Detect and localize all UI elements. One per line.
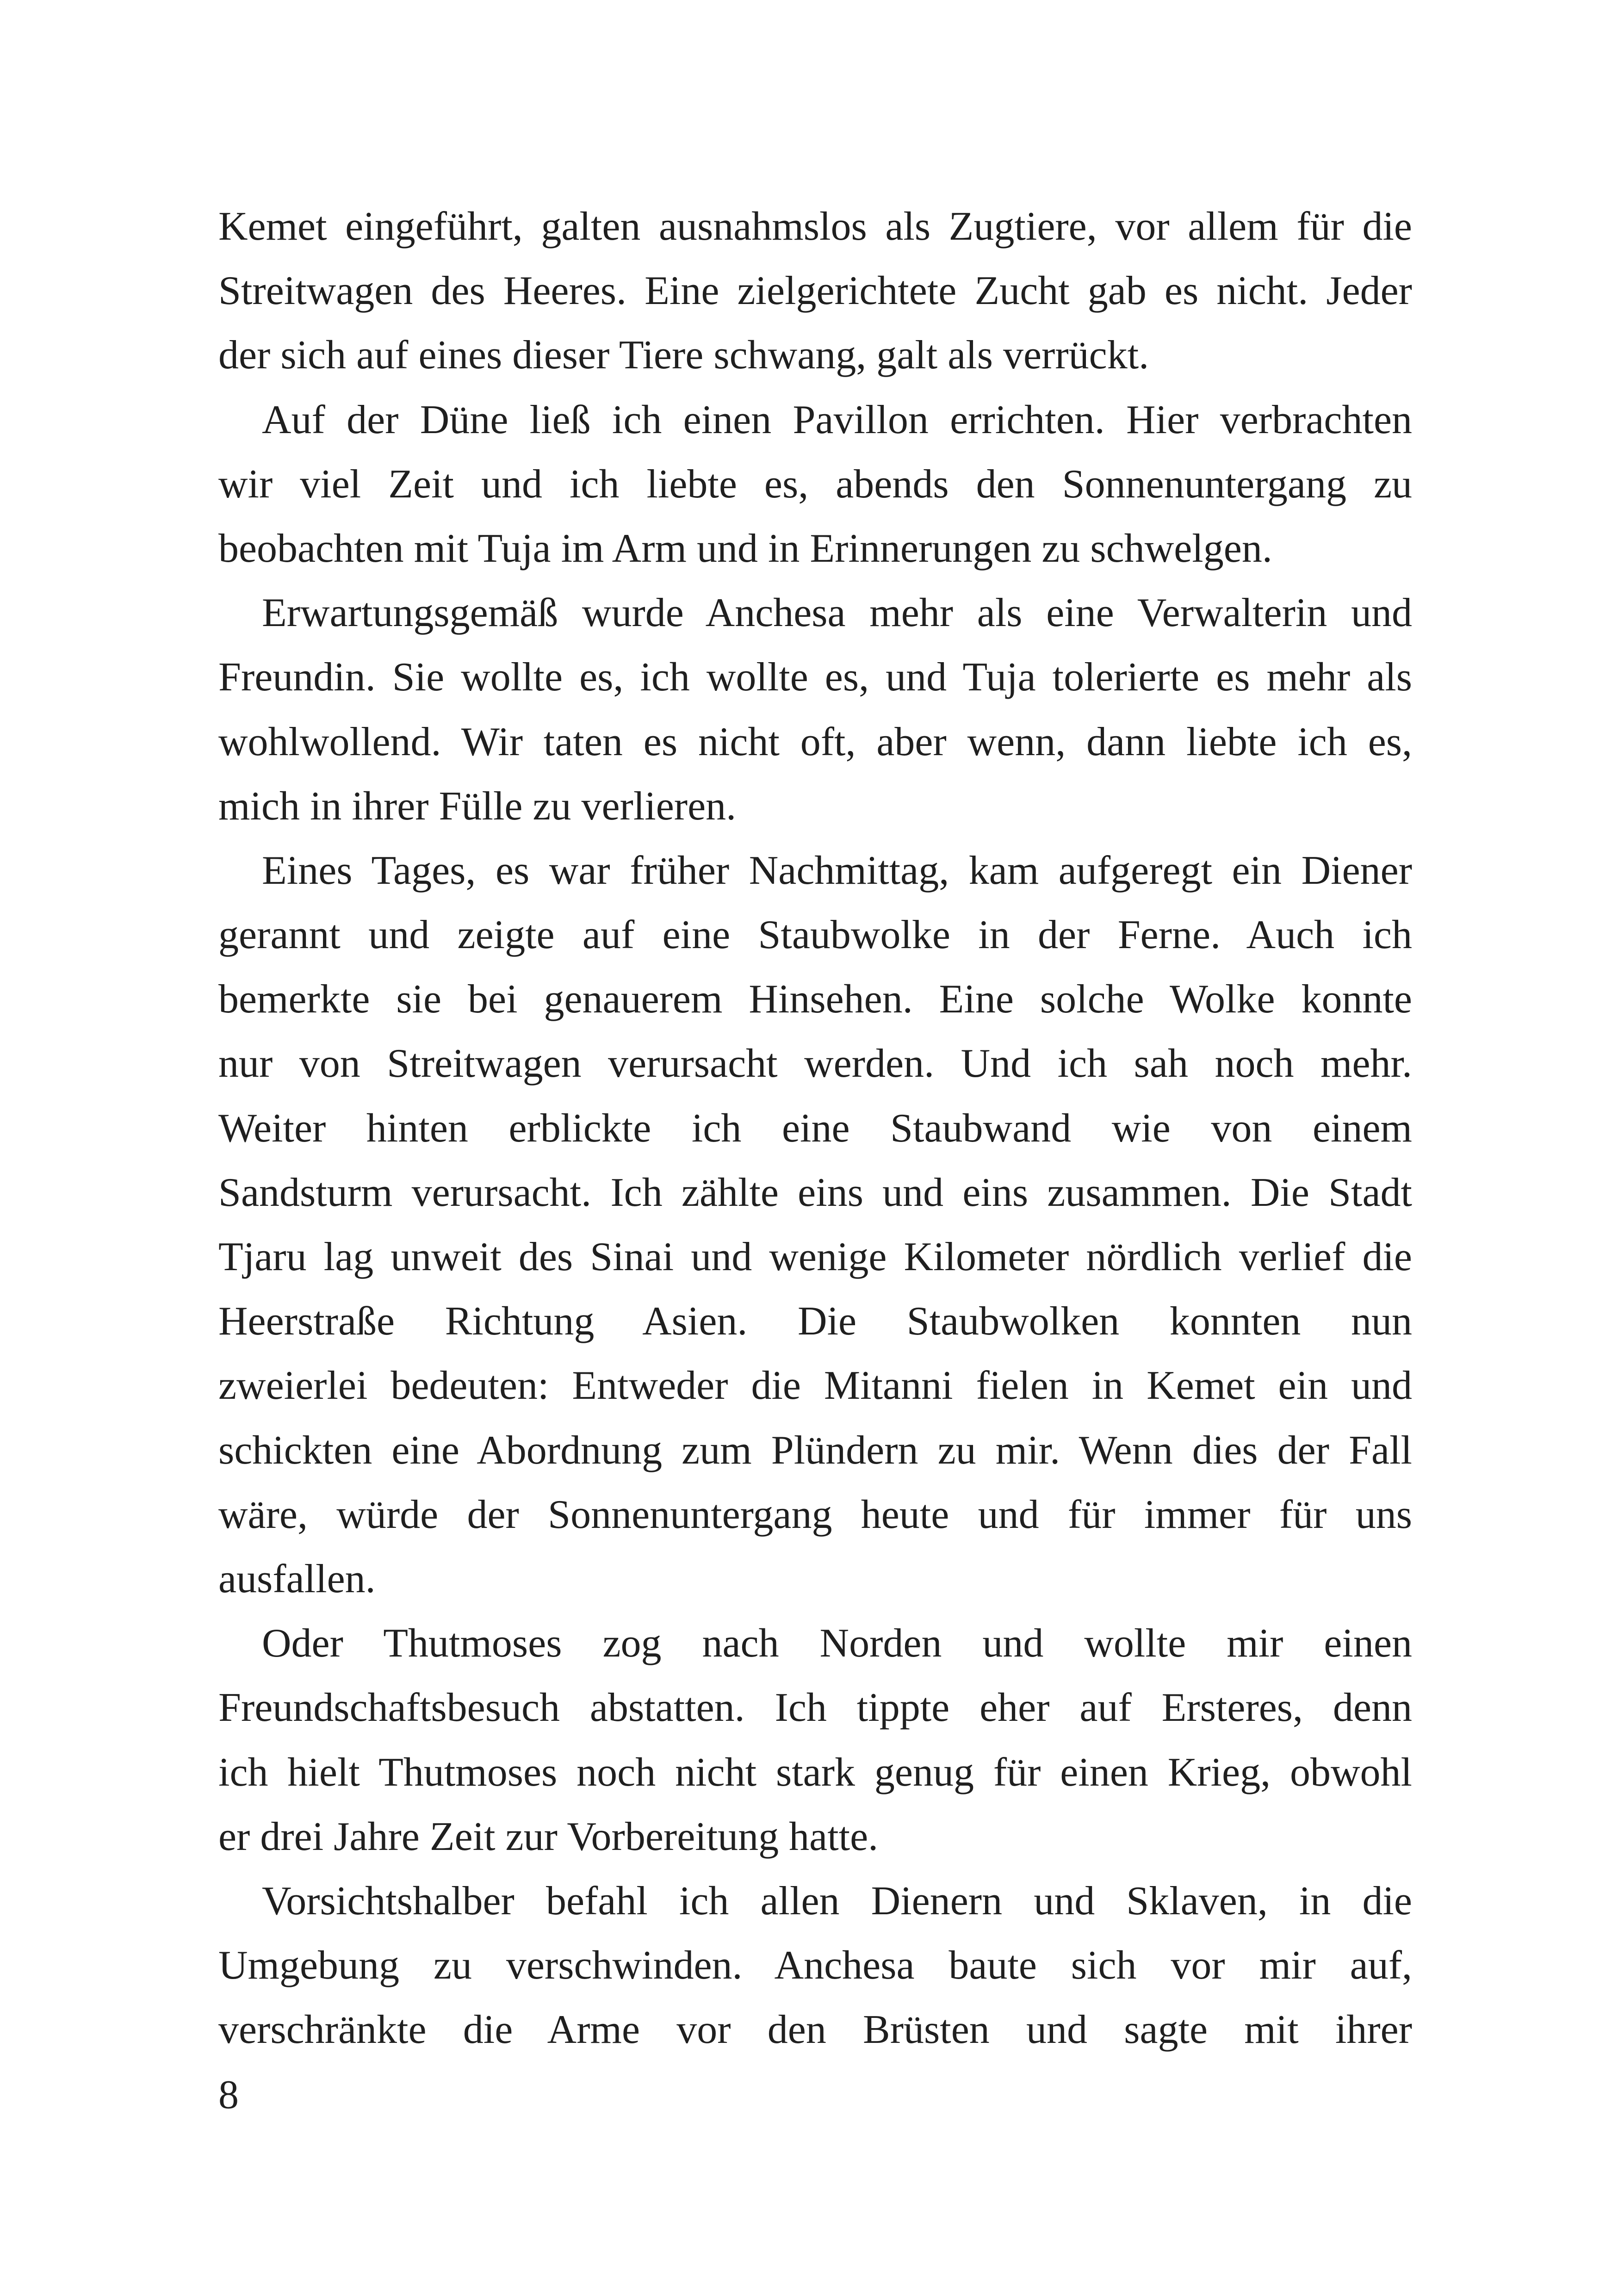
text-line: Tjaru lag unweit des Sinai und wenige Kilometer nördlich verlief die (218, 1235, 1412, 1279)
text-line: wir viel Zeit und ich liebte es, abends den Sonnenuntergang zu (218, 461, 1412, 507)
text-line: nur von Streitwagen verursacht werden. Und ich sah noch mehr. (218, 1041, 1412, 1086)
text-line: Freundschaftsbesuch abstatten. Ich tippte eher auf Ersteres, denn (218, 1685, 1412, 1731)
paragraph-first-line: Auf der Düne ließ ich einen Pavillon errichten. Hier verbrachten (262, 397, 1412, 442)
text-line: Umgebung zu verschwinden. Anchesa baute sich vor mir auf, (218, 1943, 1412, 1988)
text-line: Freundin. Sie wollte es, ich wollte es, und Tuja tolerierte es mehr als (218, 655, 1412, 700)
text-line: Heerstraße Richtung Asien. Die Staubwolken konnten nun (218, 1299, 1412, 1344)
paragraph-first-line: Eines Tages, es war früher Nachmittag, kam aufgeregt ein Diener (262, 848, 1412, 893)
text-line: bemerkte sie bei genauerem Hinsehen. Eine solche Wolke konnte (218, 977, 1412, 1022)
text-line: wohlwollend. Wir taten es nicht oft, aber wenn, dann liebte ich es, (218, 719, 1412, 764)
text-line: gerannt und zeigte auf eine Staubwolke in der Ferne. Auch ich (218, 912, 1412, 958)
page-number: 8 (218, 2073, 239, 2117)
text-line: der sich auf eines dieser Tiere schwang, galt als verrückt. (218, 333, 1149, 378)
text-line: Weiter hinten erblickte ich eine Staubwand wie von einem (218, 1105, 1412, 1151)
text-line: schickten eine Abordnung zum Plündern zu mir. Wenn dies der Fall (218, 1427, 1412, 1473)
text-line: wäre, würde der Sonnenuntergang heute und für immer für uns (218, 1492, 1412, 1537)
text-line: Sandsturm verursacht. Ich zählte eins und eins zusammen. Die Stadt (218, 1170, 1412, 1215)
text-line: beobachten mit Tuja im Arm und in Erinnerungen zu schwelgen. (218, 526, 1272, 571)
text-line: Streitwagen des Heeres. Eine zielgerichtete Zucht gab es nicht. Jeder (218, 268, 1412, 314)
text-line: zweierlei bedeuten: Entweder die Mitanni fielen in Kemet ein und (218, 1363, 1412, 1409)
text-line: ich hielt Thutmoses noch nicht stark genug für einen Krieg, obwohl (218, 1750, 1412, 1795)
text-line: ausfallen. (218, 1556, 376, 1601)
paragraph-first-line: Vorsichtshalber befahl ich allen Dienern und Sklaven, in die (262, 1878, 1412, 1924)
text-line: mich in ihrer Fülle zu verlieren. (218, 783, 737, 829)
text-line: er drei Jahre Zeit zur Vorbereitung hatte. (218, 1814, 879, 1859)
paragraph-first-line: Oder Thutmoses zog nach Norden und wollte mir einen (262, 1621, 1412, 1666)
paragraph-first-line: Erwartungsgemäß wurde Anchesa mehr als eine Verwalterin und (262, 590, 1412, 636)
text-line: verschränkte die Arme vor den Brüsten und sagte mit ihrer (218, 2007, 1412, 2053)
body-text (218, 194, 1412, 2062)
text-line: Kemet eingeführt, galten ausnahmslos als Zugtiere, vor allem für die (218, 204, 1412, 249)
